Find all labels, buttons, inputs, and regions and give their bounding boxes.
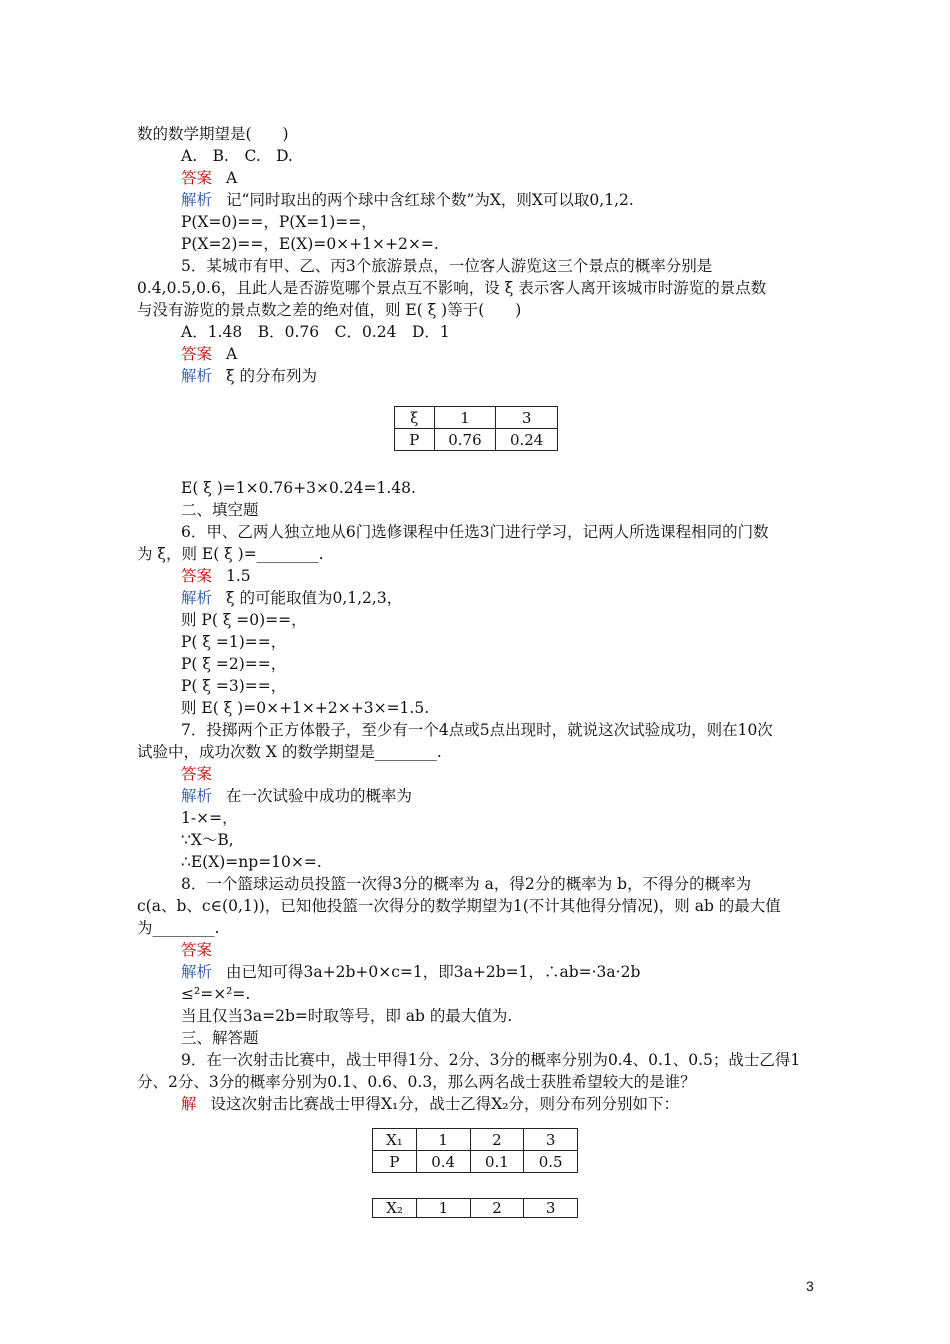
table-cell: 0.24	[496, 429, 558, 451]
distribution-table-x2	[372, 1198, 578, 1218]
table-row	[373, 1129, 578, 1151]
line-text: P( ξ =1)==，	[181, 633, 287, 651]
table-row	[373, 1151, 578, 1173]
line-text: c(a、b、c∈(0,1))，已知他投篮一次得分的数学期望为1(不计其他得分情况)，则 ab 的最大值	[137, 897, 781, 915]
answer-line	[181, 588, 402, 608]
text-line	[181, 1028, 259, 1048]
line-text: 9．在一次射击比赛中，战士甲得1分、2分、3分的概率分别为0.4、0.1、0.5；战士乙得1	[181, 1051, 801, 1069]
answer-label: 解析	[181, 963, 213, 981]
answer-label: 解析	[181, 367, 213, 385]
table-cell: 2	[470, 1199, 524, 1218]
line-text: 1-×=，	[181, 809, 238, 827]
line-text: A. B. C. D.	[181, 147, 293, 165]
line-text: A．1.48 B．0.76 C．0.24 D．1	[181, 323, 450, 341]
answer-label: 解	[181, 1095, 197, 1113]
table-row	[395, 429, 558, 451]
text-line	[181, 808, 238, 828]
table-cell: X₂	[373, 1199, 417, 1218]
answer-line	[181, 344, 237, 364]
table-cell: 1	[416, 1129, 470, 1151]
answer-label: 答案	[181, 169, 213, 187]
answer-line	[181, 1094, 679, 1114]
line-text: 二、填空题	[181, 501, 259, 519]
line-text: 则 E( ξ )=0×+1×+2×+3×=1.5.	[181, 699, 430, 717]
table-cell: 0.1	[470, 1151, 524, 1173]
line-text: 在一次试验中成功的概率为	[226, 787, 413, 805]
text-line	[181, 500, 259, 520]
table-cell: X₁	[373, 1129, 417, 1151]
table-cell: 0.4	[416, 1151, 470, 1173]
answer-line	[181, 566, 251, 586]
answer-label: 答案	[181, 345, 213, 363]
text-line	[181, 852, 322, 872]
line-text: ≤²=×²=.	[181, 985, 251, 1003]
answer-line	[181, 786, 412, 806]
text-line	[137, 742, 442, 762]
text-line	[181, 146, 293, 166]
text-line	[181, 654, 286, 674]
text-line	[137, 300, 521, 320]
line-text: 试验中，成功次数 X 的数学期望是________.	[137, 743, 442, 761]
line-text: 1.5	[226, 567, 251, 585]
line-text: E( ξ )=1×0.76+3×0.24=1.48.	[181, 479, 416, 497]
text-line	[181, 984, 250, 1004]
line-text: 记“同时取出的两个球中含红球个数”为X，则X可以取0,1,2.	[226, 191, 634, 209]
line-text: 与没有游览的景点数之差的绝对值，则 E( ξ )等于( )	[137, 301, 522, 319]
line-text: 为________.	[137, 919, 220, 937]
line-text: 三、解答题	[181, 1029, 259, 1047]
text-line	[137, 896, 781, 916]
distribution-table-x1	[372, 1128, 578, 1173]
line-text: ξ 的可能取值为0,1,2,3，	[226, 589, 403, 607]
answer-line	[181, 940, 226, 960]
text-line	[181, 322, 450, 342]
text-line	[181, 234, 439, 254]
line-text: 设这次射击比赛战士甲得X₁分，战士乙得X₂分，则分布列分别如下：	[210, 1095, 680, 1113]
line-text: 0.4,0.5,0.6，且此人是否游览哪个景点互不影响，设 ξ 表示客人离开该城市时游览的景点数	[137, 279, 767, 297]
text-line	[181, 720, 773, 740]
table-cell: P	[373, 1151, 417, 1173]
table-row	[395, 407, 558, 429]
text-line	[137, 1072, 696, 1092]
text-line	[181, 676, 286, 696]
page-number: 3	[806, 1278, 814, 1294]
text-line	[181, 478, 416, 498]
line-text: 则 P( ξ =0)==，	[181, 611, 307, 629]
line-text: 6．甲、乙两人独立地从6门选修课程中任选3门进行学习，记两人所选课程相同的门数	[181, 523, 769, 541]
table-cell: 3	[524, 1129, 578, 1151]
line-text: A	[226, 169, 238, 187]
table-cell: 0.5	[524, 1151, 578, 1173]
line-text: P(X=2)==，E(X)=0×+1×+2×=.	[181, 235, 439, 253]
table-cell: P	[395, 429, 435, 451]
answer-label: 解析	[181, 191, 213, 209]
answer-line	[181, 764, 226, 784]
text-line	[181, 522, 769, 542]
line-text: A	[226, 345, 238, 363]
table-cell: ξ	[395, 407, 435, 429]
line-text: ∴E(X)=np=10×=.	[181, 853, 322, 871]
answer-label: 答案	[181, 567, 213, 585]
line-text: 数的数学期望是( )	[137, 125, 289, 143]
answer-label: 答案	[181, 765, 213, 783]
line-text: 由已知可得3a+2b+0×c=1，即3a+2b=1，∴ab=·3a·2b	[226, 963, 641, 981]
table-cell: 3	[524, 1199, 578, 1218]
table-cell: 3	[496, 407, 558, 429]
line-text: 7．投掷两个正方体骰子，至少有一个4点或5点出现时，就说这次试验成功，则在10次	[181, 721, 773, 739]
text-line	[181, 1006, 512, 1026]
table-row	[373, 1199, 578, 1218]
text-line	[181, 610, 307, 630]
answer-line	[181, 168, 237, 188]
line-text: 分、2分、3分的概率分别为0.1、0.6、0.3，那么两名战士获胜希望较大的是谁？	[137, 1073, 696, 1091]
text-line	[137, 278, 766, 298]
answer-label: 解析	[181, 589, 213, 607]
text-line	[181, 830, 234, 850]
text-line	[181, 1050, 800, 1070]
text-line	[181, 632, 286, 652]
answer-line	[181, 190, 634, 210]
line-text: P( ξ =2)==，	[181, 655, 287, 673]
line-text: 5．某城市有甲、乙、丙3个旅游景点，一位客人游览这三个景点的概率分别是	[181, 257, 713, 275]
table-cell: 2	[470, 1129, 524, 1151]
table-cell: 0.76	[434, 429, 496, 451]
answer-line	[181, 366, 317, 386]
answer-label: 答案	[181, 941, 213, 959]
table-cell: 1	[434, 407, 496, 429]
text-line	[181, 212, 377, 232]
line-text: 为 ξ，则 E( ξ )=________.	[137, 545, 324, 563]
line-text: ξ 的分布列为	[226, 367, 317, 385]
text-line	[137, 918, 219, 938]
line-text: P( ξ =3)==，	[181, 677, 287, 695]
line-text: P(X=0)==，P(X=1)==，	[181, 213, 377, 231]
table-cell: 1	[417, 1199, 471, 1218]
line-text: 8．一个篮球运动员投篮一次得3分的概率为 a，得2分的概率为 b，不得分的概率为	[181, 875, 752, 893]
text-line	[137, 124, 289, 144]
line-text: ∵X～B,	[181, 831, 234, 849]
answer-label: 解析	[181, 787, 213, 805]
text-line	[181, 874, 751, 894]
text-line	[181, 698, 429, 718]
line-text: 当且仅当3a=2b=时取等号，即 ab 的最大值为.	[181, 1007, 513, 1025]
distribution-table-xi	[394, 406, 558, 451]
answer-line	[181, 962, 640, 982]
text-line	[181, 256, 712, 276]
text-line	[137, 544, 324, 564]
